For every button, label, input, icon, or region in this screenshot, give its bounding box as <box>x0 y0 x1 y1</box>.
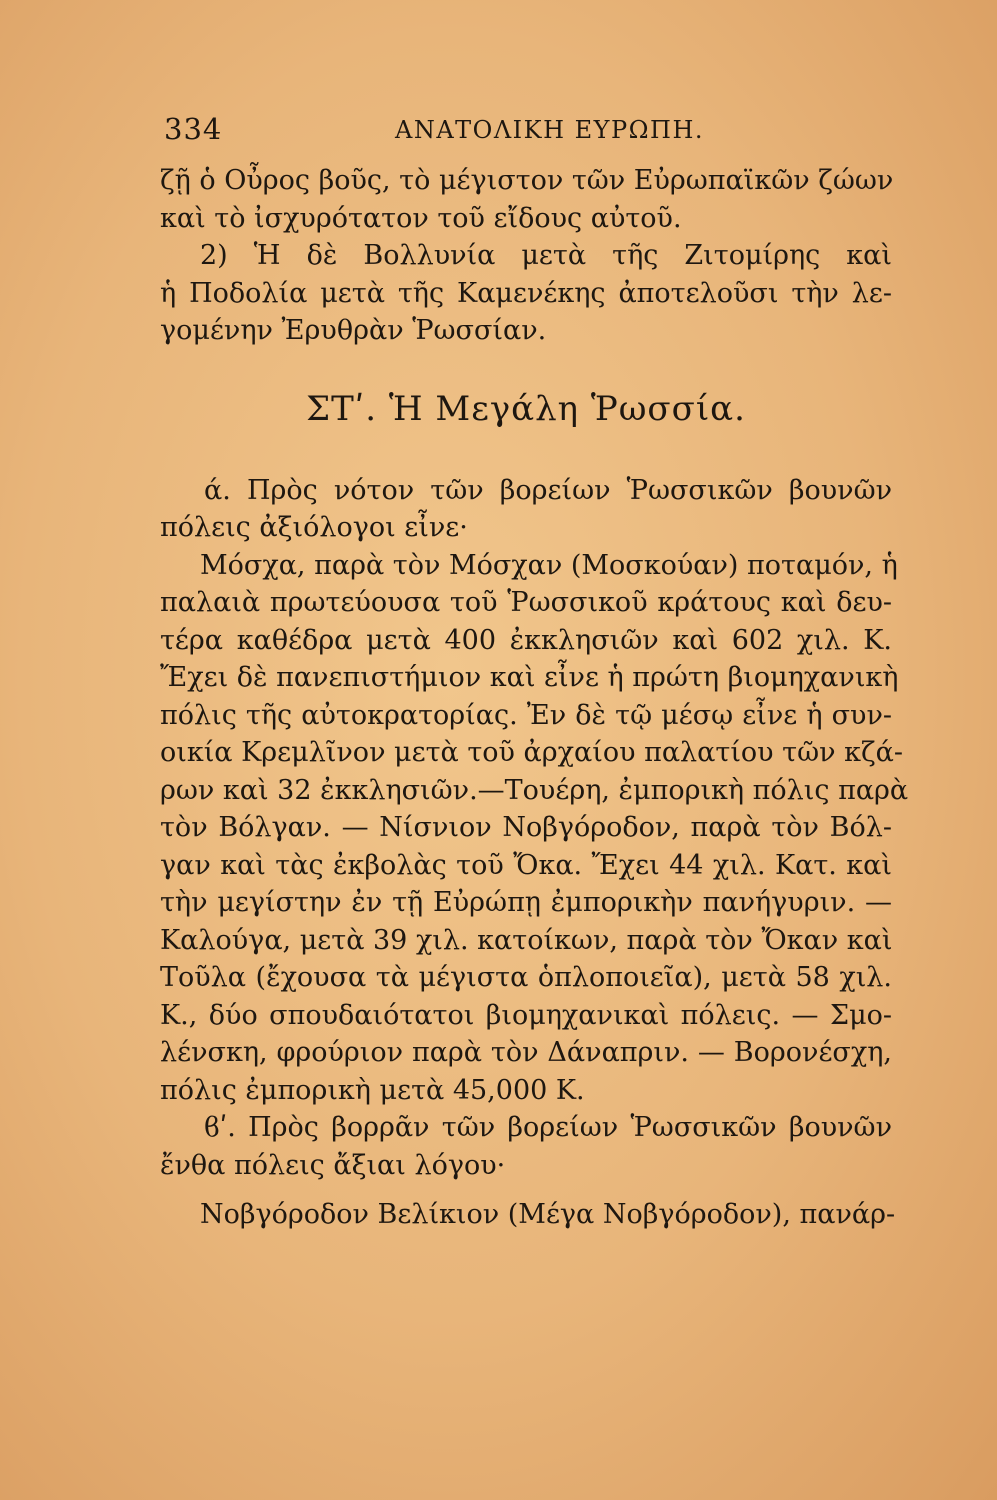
paragraph-5 <box>160 1109 892 1184</box>
paragraph-3 <box>160 472 892 547</box>
text-line: πόλις τῆς αὐτοκρατορίας. Ἐν δὲ τῷ μέσῳ εἶνε ἡ συν- <box>160 699 892 731</box>
text-line: λένσκη, φρούριον παρὰ τὸν Δάναπριν. — Βορονέσχη, <box>160 1037 892 1068</box>
text-line: ζῇ ὁ Οὖρος βοῦς, τὸ μέγιστον τῶν Εὐρωπαϊκῶν ζώων <box>160 165 894 196</box>
text-line: ά. Πρὸς νότον τῶν βορείων Ῥωσσικῶν βουνῶν <box>204 474 892 506</box>
text-line: ἔνθα πόλεις ἄξιαι λόγου· <box>160 1149 506 1181</box>
running-head: ΑΝΑΤΟΛΙΚΗ ΕΥΡΩΠΗ. <box>395 116 705 144</box>
text-line: ϐʹ. Πρὸς βορρᾶν τῶν βορείων Ῥωσσικῶν βουνῶν <box>204 1112 892 1143</box>
text-line: γομένην Ἐρυθρὰν Ῥωσσίαν. <box>160 315 547 346</box>
paragraph-2 <box>160 237 892 350</box>
text-line: Μόσχα, παρὰ τὸν Μόσχαν (Μοσκούαν) ποταμόν, ἡ <box>200 549 898 581</box>
text-line: πόλις ἐμπορικὴ μετὰ 45,000 Κ. <box>160 1074 585 1106</box>
paragraph-1 <box>160 162 892 237</box>
text-line: πόλεις ἀξιόλογοι εἶνε· <box>160 512 468 543</box>
text-line: τέρα καθέδρα μετὰ 400 ἐκκλησιῶν καὶ 602 χιλ. Κ. <box>160 624 892 656</box>
text-line: Ἔχει δὲ πανεπιστήμιον καὶ εἶνε ἡ πρώτη βιομηχανικὴ <box>160 662 899 693</box>
section-heading: ΣΤʹ. Ἡ Μεγάλη Ῥωσσία. <box>306 388 746 429</box>
text-line: Τοῦλα (ἔχουσα τὰ μέγιστα ὁπλοποιεῖα), μετὰ 58 χιλ. <box>160 962 892 993</box>
text-line: ἡ Ποδολία μετὰ τῆς Καμενέκης ἀποτελοῦσι τὴν λε- <box>160 277 892 309</box>
page-header <box>160 112 892 162</box>
text-line: Νοβγόροδον Βελίκιον (Μέγα Νοβγόροδον), πανάρ- <box>200 1199 896 1230</box>
text-line: Καλούγα, μετὰ 39 χιλ. κατοίκων, παρὰ τὸν Ὄκαν καὶ <box>160 924 893 956</box>
text-line: Κ., δύο σπουδαιότατοι βιομηχανικαὶ πόλεις. — Σμο- <box>160 999 892 1031</box>
text-line: καὶ τὸ ἰσχυρότατον τοῦ εἴδους αὐτοῦ. <box>160 202 682 234</box>
text-line: παλαιὰ πρωτεύουσα τοῦ Ῥωσσικοῦ κράτους καὶ δευ- <box>160 587 892 618</box>
page-number: 334 <box>164 112 223 146</box>
text-line: 2) Ἡ δὲ Βολλυνία μετὰ τῆς Ζιτομίρης καὶ <box>200 240 892 271</box>
paragraph-4 <box>160 547 909 1110</box>
text-line: γαν καὶ τὰς ἐκβολὰς τοῦ Ὄκα. Ἔχει 44 χιλ. Κατ. καὶ <box>160 849 892 881</box>
page-content <box>160 112 909 1234</box>
text-line: ρων καὶ 32 ἐκκλησιῶν.—Τουέρη, ἐμπορικὴ πόλις παρὰ <box>160 774 909 806</box>
text-line: οικία Κρεμλῖνον μετὰ τοῦ ἀρχαίου παλατίου τῶν κζά- <box>160 737 903 768</box>
paragraph-6 <box>160 1196 896 1234</box>
text-line: τὸν Βόλγαν. — Νίσνιον Νοβγόροδον, παρὰ τὸν Βόλ- <box>160 812 892 843</box>
text-line: τὴν μεγίστην ἐν τῇ Εὐρώπῃ ἐμπορικὴν πανήγυριν. — <box>160 887 892 918</box>
